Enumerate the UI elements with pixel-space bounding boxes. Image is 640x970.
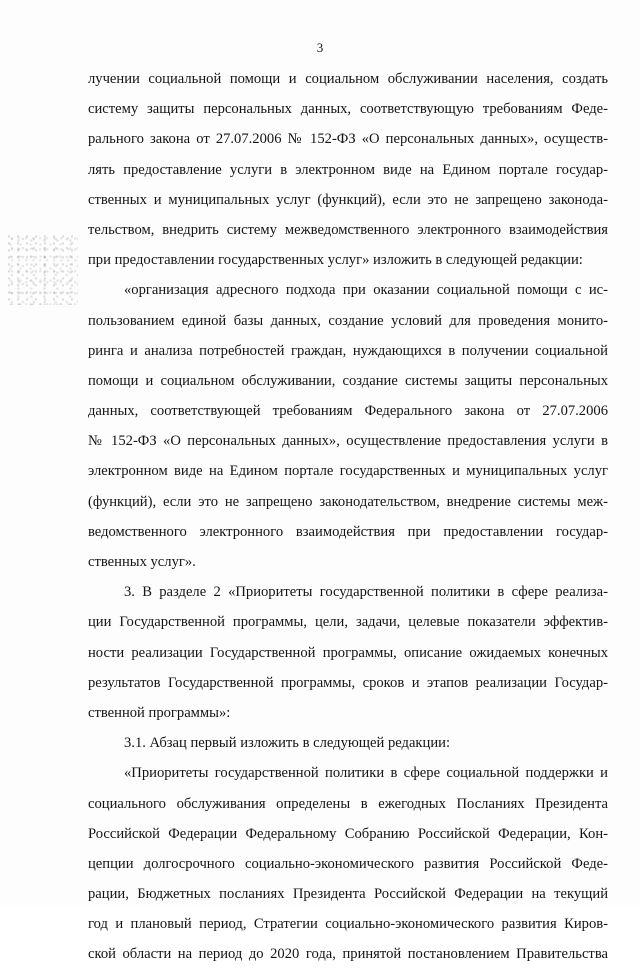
text-line: систему защиты персональных данных, соответствующую требованиям Феде- bbox=[88, 101, 608, 118]
text-line: ственной программы»: bbox=[88, 704, 231, 721]
text-line: электронном виде на Едином портале государственных и муниципальных услуг bbox=[88, 463, 608, 480]
text-line: тельством, внедрить систему межведомственного электронного взаимодействия bbox=[88, 221, 608, 238]
text-line: № 152-ФЗ «О персональных данных», осуществление предоставления услуги в bbox=[88, 433, 608, 450]
text-line: Российской Федерации Федеральному Собранию Российской Федерации, Кон- bbox=[88, 825, 608, 842]
text-line: лять предоставление услуги в электронном виде на Едином портале государ- bbox=[88, 161, 608, 178]
scan-noise-artifact bbox=[8, 235, 78, 305]
text-line: ности реализации Государственной программы, описание ожидаемых конечных bbox=[88, 644, 608, 661]
text-line: год и плановый период, Стратегии социально-экономического развития Киров- bbox=[88, 916, 608, 933]
text-line: данных, соответствующей требованиям Федерального закона от 27.07.2006 bbox=[88, 403, 608, 420]
text-line: при предоставлении государственных услуг» изложить в следующей редакции: bbox=[88, 252, 583, 269]
text-line: ведомственного электронного взаимодействия при предоставлении государ- bbox=[88, 523, 608, 540]
text-line: социального обслуживания определены в ежегодных Посланиях Президента bbox=[88, 795, 608, 812]
text-line: ственных услуг». bbox=[88, 554, 196, 570]
text-line: ственных и муниципальных услуг (функций), если это не запрещено законода- bbox=[88, 191, 608, 208]
text-line: 3. В разделе 2 «Приоритеты государственной политики в сфере реализа- bbox=[124, 584, 608, 601]
text-line: рального закона от 27.07.2006 № 152-ФЗ «О персональных данных», осуществ- bbox=[88, 131, 608, 148]
text-line: ринга и анализа потребностей граждан, нуждающихся в получении социальной bbox=[88, 342, 608, 359]
text-line: «организация адресного подхода при оказании социальной помощи с ис- bbox=[124, 282, 608, 299]
text-line: рации, Бюджетных посланиях Президента Российской Федерации на текущий bbox=[88, 886, 608, 903]
text-line: результатов Государственной программы, сроков и этапов реализации Государ- bbox=[88, 674, 608, 691]
text-line: ской области на период до 2020 года, принятой постановлением Правительства bbox=[88, 946, 608, 963]
text-line: ции Государственной программы, цели, задачи, целевые показатели эффектив- bbox=[88, 614, 608, 631]
text-line: «Приоритеты государственной политики в сфере социальной поддержки и bbox=[124, 765, 608, 782]
text-line: цепции долгосрочного социально-экономического развития Российской Феде- bbox=[88, 855, 608, 872]
text-line: пользованием единой базы данных, создание условий для проведения монито- bbox=[88, 312, 608, 329]
text-line: 3.1. Абзац первый изложить в следующей редакции: bbox=[124, 735, 451, 752]
page-number: 3 bbox=[316, 40, 324, 55]
body-text bbox=[88, 64, 608, 970]
text-line: помощи и социальном обслуживании, создание системы защиты персональных bbox=[88, 372, 608, 389]
text-line: (функций), если это не запрещено законодательством, внедрение системы меж- bbox=[88, 493, 608, 510]
text-line: лучении социальной помощи и социальном обслуживании населения, создать bbox=[88, 71, 608, 87]
